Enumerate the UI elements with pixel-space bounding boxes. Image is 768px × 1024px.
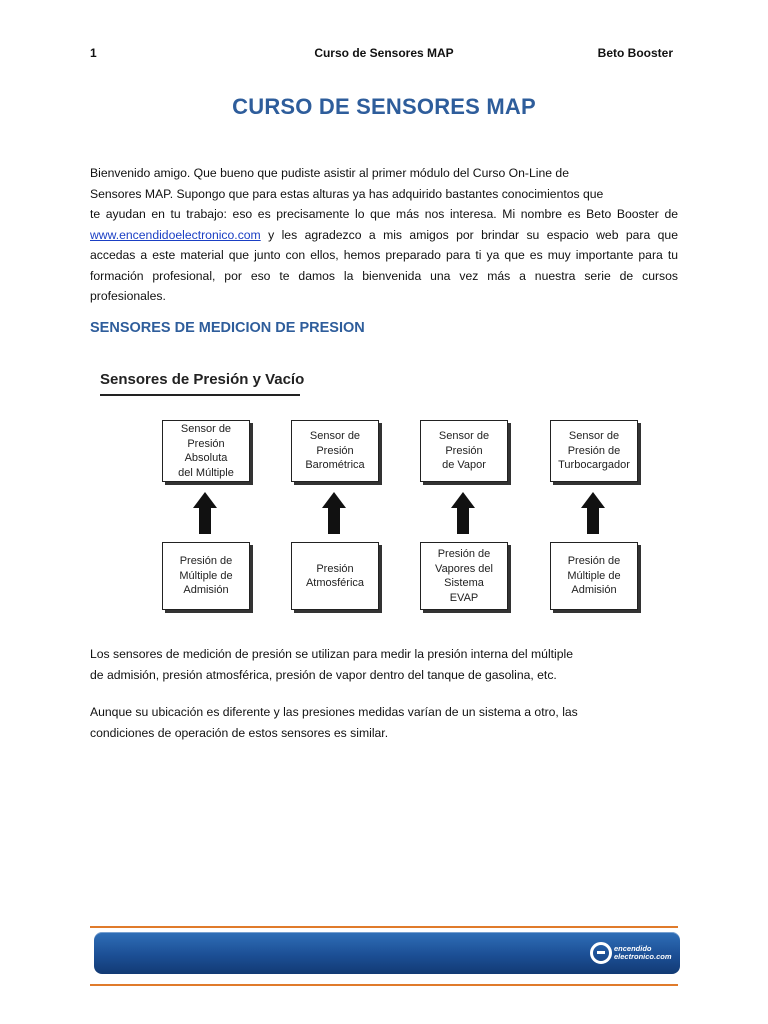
intro-line-4 [90, 225, 678, 246]
footer-banner [94, 932, 680, 974]
logo-text [614, 945, 672, 961]
up-arrow-icon [581, 492, 605, 534]
paragraph-3-line-1: Aunque su ubicación es diferente y las presiones medidas varían de un sistema a otro, las [90, 705, 578, 719]
paragraph-2 [90, 644, 678, 685]
paragraph-2-line-1: Los sensores de medición de presión se utilizan para medir la presión interna del múltiple [90, 647, 574, 661]
logo-e-icon [590, 942, 612, 964]
paragraph-2-line-2: de admisión, presión atmosférica, presión de vapor dentro del tanque de gasolina, etc. [90, 667, 557, 682]
source-box-atmos: Presión Atmosférica [291, 542, 379, 610]
sensor-box-baro: Sensor de Presión Barométrica [291, 420, 379, 482]
logo-text-line-1: encendido [614, 944, 652, 953]
diagram-title-underline [100, 394, 300, 396]
site-logo [590, 938, 674, 968]
source-box-evap: Presión de Vapores del Sistema EVAP [420, 542, 508, 610]
source-box-intake-2: Presión de Múltiple de Admisión [550, 542, 638, 610]
up-arrow-icon [451, 492, 475, 534]
logo-text-line-2: electronico.com [614, 952, 672, 961]
diagram-title: Sensores de Presión y Vacío [100, 371, 305, 388]
website-link[interactable]: www.encendidoelectronico.com [90, 227, 261, 242]
intro-line-6: formación profesional, por eso te damos la bienvenida una vez más a nuestra serie de cursos [90, 268, 678, 283]
running-header-author: Beto Booster [597, 46, 673, 60]
source-box-intake-1: Presión de Múltiple de Admisión [162, 542, 250, 610]
footer-rule-top [90, 926, 678, 928]
up-arrow-icon [322, 492, 346, 534]
intro-line-1: Bienvenido amigo. Que bueno que pudiste asistir al primer módulo del Curso On-Line de [90, 166, 569, 180]
document-title: CURSO DE SENSORES MAP [232, 94, 536, 119]
up-arrow-icon [193, 492, 217, 534]
intro-line-3: te ayudan en tu trabajo: eso es precisamente lo que más nos interesa. Mi nombre es Beto Booster de [90, 207, 678, 221]
intro-line-4-rest: y les agradezco a mis amigos por brindar su espacio web para que [260, 227, 678, 242]
intro-line-7: profesionales. [90, 289, 166, 303]
footer-rule-bottom [90, 984, 678, 986]
sensor-box-map: Sensor de Presión Absoluta del Múltiple [162, 420, 250, 482]
section-heading: SENSORES DE MEDICION DE PRESION [90, 320, 365, 336]
pressure-sensors-diagram [90, 365, 678, 615]
sensor-box-vapor: Sensor de Presión de Vapor [420, 420, 508, 482]
paragraph-3-line-2: condiciones de operación de estos sensores es similar. [90, 725, 389, 740]
running-header-title: Curso de Sensores MAP [314, 46, 454, 60]
page-number: 1 [90, 46, 97, 60]
intro-paragraph [90, 163, 678, 307]
paragraph-3 [90, 702, 678, 743]
sensor-box-turbo: Sensor de Presión de Turbocargador [550, 420, 638, 482]
intro-line-5: accedas a este material que junto con ellos, hemos preparado para ti ya que es muy importante para tu [90, 248, 678, 262]
intro-line-2: Sensores MAP. Supongo que para estas alturas ya has adquirido bastantes conocimientos que [90, 186, 604, 201]
